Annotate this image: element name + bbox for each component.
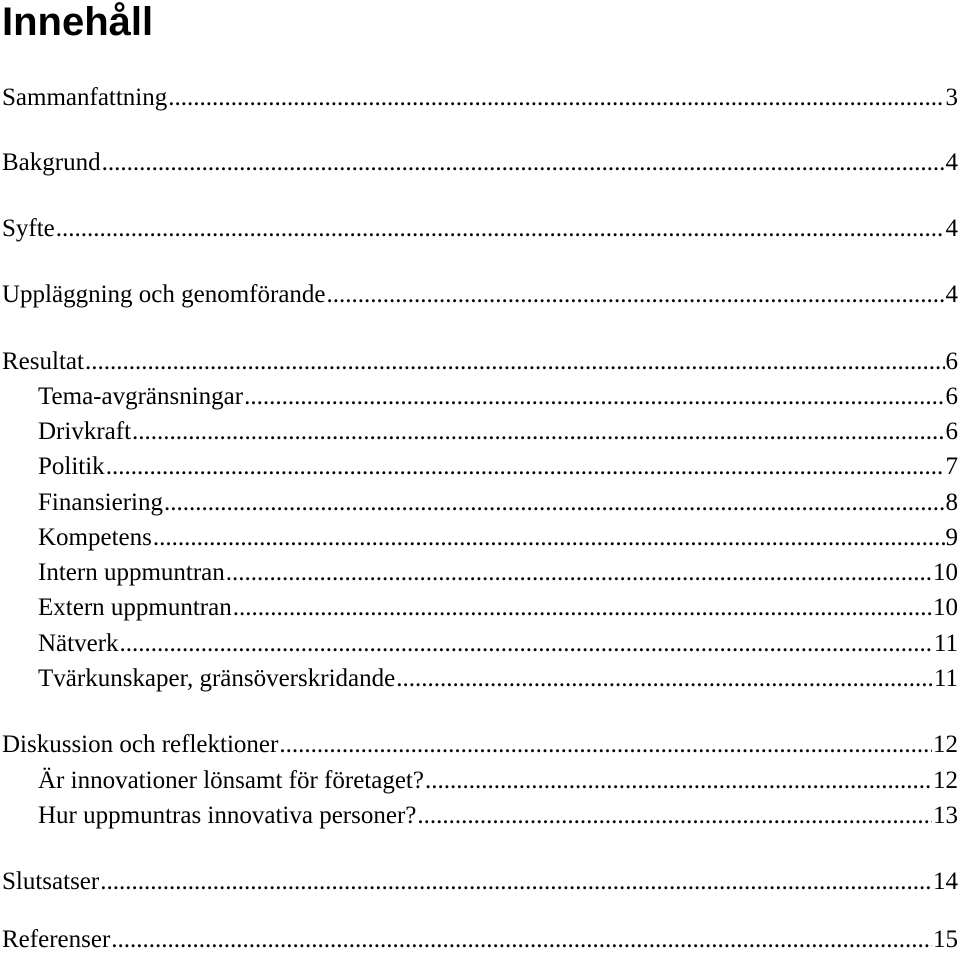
dot-leader — [327, 279, 945, 311]
toc-page-number: 9 — [945, 524, 958, 551]
toc-entry-label: Hur uppmuntras innovativa personer? — [38, 802, 417, 829]
toc-entry-label: Sammanfattning — [2, 84, 168, 111]
toc-page-number: 10 — [933, 594, 958, 621]
toc-entry-label: Nätverk — [38, 630, 119, 657]
toc-entry-finansiering[interactable] — [38, 487, 958, 519]
dot-leader — [153, 522, 945, 554]
dot-leader — [168, 82, 944, 114]
toc-entry-natverk[interactable] — [38, 628, 958, 660]
dot-leader — [233, 592, 932, 624]
dot-leader — [100, 866, 932, 898]
toc-entry-referenser[interactable] — [2, 924, 958, 956]
toc-page-number: 6 — [945, 418, 958, 445]
dot-leader — [111, 924, 932, 956]
dot-leader — [56, 213, 945, 245]
toc-entry-tvarkunskaper[interactable] — [38, 663, 958, 695]
dot-leader — [164, 487, 945, 519]
page-title: Innehåll — [2, 0, 154, 44]
toc-entry-label: Är innovationer lönsamt för företaget? — [38, 767, 424, 794]
dot-leader — [244, 381, 944, 413]
dot-leader — [120, 628, 933, 660]
toc-entry-label: Referenser — [2, 926, 111, 953]
toc-entry-label: Politik — [38, 453, 105, 480]
toc-entry-slutsatser[interactable] — [2, 866, 958, 898]
toc-page-number: 13 — [933, 802, 958, 829]
dot-leader — [85, 346, 945, 378]
dot-leader — [132, 416, 944, 448]
toc-entry-label: Slutsatser — [2, 868, 100, 895]
toc-page-number: 10 — [933, 559, 958, 586]
toc-entry-label: Intern uppmuntran — [38, 559, 225, 586]
toc-entry-drivkraft[interactable] — [38, 416, 958, 448]
toc-page-number: 15 — [933, 926, 958, 953]
toc-page-number: 4 — [945, 215, 958, 242]
dot-leader — [102, 147, 945, 179]
toc-entry-label: Tvärkunskaper, gränsöverskridande — [38, 665, 396, 692]
toc-entry-label: Kompetens — [38, 524, 152, 551]
toc-page-number: 7 — [945, 453, 958, 480]
toc-page-number: 12 — [933, 731, 958, 758]
toc-page-number: 12 — [933, 767, 958, 794]
dot-leader — [106, 451, 945, 483]
toc-entry-label: Resultat — [2, 348, 84, 375]
dot-leader — [417, 800, 932, 832]
toc-page-number: 3 — [945, 84, 958, 111]
toc-entry-label: Finansiering — [38, 489, 163, 516]
toc-entry-label: Extern uppmuntran — [38, 594, 232, 621]
toc-page-number: 11 — [933, 665, 958, 692]
toc-page-number: 6 — [945, 383, 958, 410]
toc-entry-resultat[interactable] — [2, 346, 958, 378]
toc-entry-label: Syfte — [2, 215, 55, 242]
toc-page-number: 11 — [933, 630, 958, 657]
toc-entry-intern-uppmuntran[interactable] — [38, 557, 958, 589]
toc-entry-label: Tema-avgränsningar — [38, 383, 244, 410]
toc-entry-tema-avgransningar[interactable] — [38, 381, 958, 413]
toc-entry-innovationer-lonsamt[interactable] — [38, 765, 958, 797]
toc-page-number: 14 — [933, 868, 958, 895]
toc-entry-label: Bakgrund — [2, 149, 101, 176]
toc-entry-sammanfattning[interactable] — [2, 82, 958, 114]
toc-entry-politik[interactable] — [38, 451, 958, 483]
toc-page-number: 4 — [945, 281, 958, 308]
toc-page-number: 4 — [945, 149, 958, 176]
toc-entry-extern-uppmuntran[interactable] — [38, 592, 958, 624]
toc-entry-kompetens[interactable] — [38, 522, 958, 554]
dot-leader — [425, 765, 932, 797]
toc-entry-label: Drivkraft — [38, 418, 132, 445]
toc-page-number: 8 — [945, 489, 958, 516]
toc-entry-syfte[interactable] — [2, 213, 958, 245]
dot-leader — [279, 729, 932, 761]
toc-entry-bakgrund[interactable] — [2, 147, 958, 179]
toc-entry-label: Uppläggning och genomförande — [2, 281, 326, 308]
toc-page-number: 6 — [945, 348, 958, 375]
toc-entry-label: Diskussion och reflektioner — [2, 731, 279, 758]
dot-leader — [226, 557, 932, 589]
toc-entry-uppmuntras-personer[interactable] — [38, 800, 958, 832]
dot-leader — [396, 663, 933, 695]
toc-entry-upplaggning[interactable] — [2, 279, 958, 311]
toc-entry-diskussion[interactable] — [2, 729, 958, 761]
